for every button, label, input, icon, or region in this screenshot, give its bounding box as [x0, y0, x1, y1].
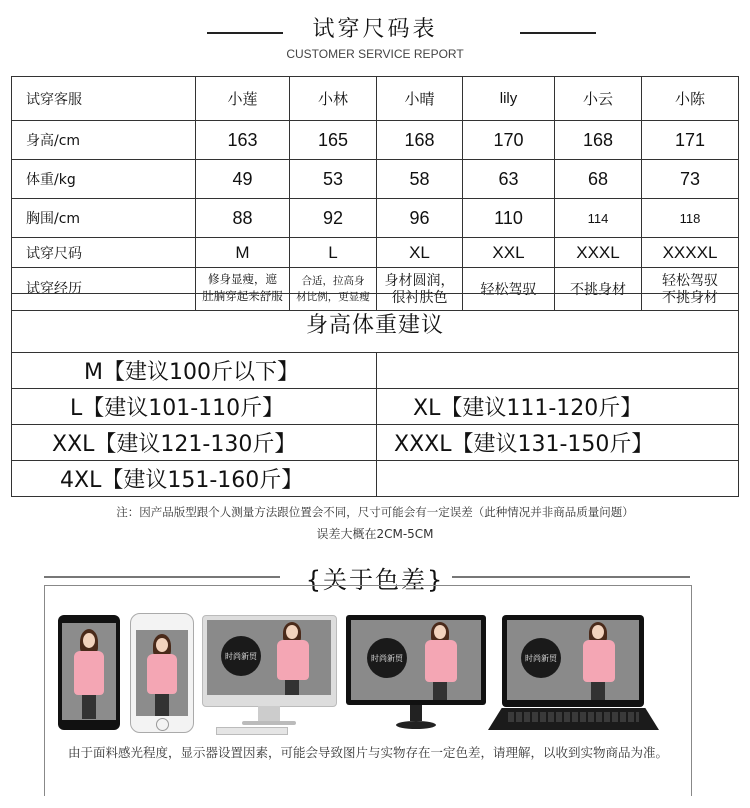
bust-value: 92: [290, 199, 377, 238]
size-value: L: [290, 238, 377, 268]
phone-white-device: [130, 613, 194, 733]
bust-value: 114: [555, 199, 642, 238]
weight-value: 49: [196, 160, 290, 199]
weight-value: 73: [642, 160, 739, 199]
row-weight: [12, 160, 739, 199]
size-value: XXL: [463, 238, 555, 268]
row-label-staff: 试穿客服: [12, 77, 105, 121]
height-value: 171: [642, 121, 739, 160]
device-screen: [507, 620, 639, 700]
model-name: 小晴: [377, 77, 463, 121]
size-value: XXXXL: [642, 238, 739, 268]
row-label-bust: 胸围/cm: [12, 199, 105, 238]
bust-value: 96: [377, 199, 463, 238]
recommendation-title: 身高体重建议: [12, 294, 739, 353]
model-photo: [273, 622, 313, 695]
tolerance-note: 误差大概在2CM-5CM: [316, 527, 434, 541]
experience-text: 不挑身材: [555, 268, 642, 311]
row-label-size: 试穿尺码: [12, 238, 105, 268]
brand-badge: 时尚新贸: [521, 638, 561, 678]
height-value: 163: [196, 121, 290, 160]
row-label-experience: 试穿经历: [12, 268, 105, 311]
laptop-device: [486, 615, 661, 733]
page-title: 试穿尺码表: [312, 17, 438, 42]
weight-value: 63: [463, 160, 555, 199]
device-screen: [136, 630, 188, 716]
model-photo: [421, 622, 461, 700]
row-bust: [12, 199, 739, 238]
size-recommendation-table: [11, 293, 739, 497]
height-value: 168: [377, 121, 463, 160]
recommendation-cell: XL【建议111-120斤】: [377, 389, 739, 425]
try-on-size-table: [11, 76, 739, 311]
model-photo: [144, 634, 180, 716]
model-name: 小莲: [196, 77, 290, 121]
device-screen: [207, 620, 331, 695]
brand-badge: 时尚新贸: [221, 636, 261, 676]
measurement-note: 注：因产品版型跟个人测量方法跟位置会不同，尺寸可能会有一定误差（此种情况并非商品质量问题）: [116, 505, 634, 519]
recommendation-cell: M【建议100斤以下】: [12, 353, 377, 389]
weight-value: 58: [377, 160, 463, 199]
model-name: 小林: [290, 77, 377, 121]
height-value: 165: [290, 121, 377, 160]
recommendation-cell: XXL【建议121-130斤】: [12, 425, 377, 461]
size-value: XL: [377, 238, 463, 268]
size-value: XXXL: [555, 238, 642, 268]
experience-text: 修身显瘦，遮 肚腩穿起来舒服: [196, 268, 290, 311]
brand-badge: 时尚新贸: [367, 638, 407, 678]
row-height: [12, 121, 739, 160]
size-value: M: [196, 238, 290, 268]
model-name: lily: [463, 77, 555, 121]
bust-value: 118: [642, 199, 739, 238]
model-photo: [70, 629, 108, 719]
height-value: 170: [463, 121, 555, 160]
recommendation-cell: [377, 461, 739, 497]
experience-text: 合适，拉高身 材比例，更显瘦: [290, 268, 377, 311]
imac-device: [202, 615, 335, 733]
experience-text: 轻松驾驭 不挑身材: [642, 268, 739, 311]
home-button: [156, 718, 169, 731]
row-models: [12, 77, 739, 121]
row-label-weight: 体重/kg: [12, 160, 105, 199]
model-photo: [579, 622, 619, 700]
color-difference-title: {关于色差}: [305, 566, 445, 594]
recommendation-cell: XXXL【建议131-150斤】: [377, 425, 739, 461]
row-size: [12, 238, 739, 268]
experience-text: 轻松驾驭: [463, 268, 555, 311]
recommendation-cell: L【建议101-110斤】: [12, 389, 377, 425]
phone-black-device: [58, 615, 120, 730]
weight-value: 68: [555, 160, 642, 199]
monitor-device: [346, 615, 486, 733]
model-name: 小陈: [642, 77, 739, 121]
device-screen: [351, 620, 481, 700]
bust-value: 88: [196, 199, 290, 238]
height-value: 168: [555, 121, 642, 160]
bust-value: 110: [463, 199, 555, 238]
model-name: 小云: [555, 77, 642, 121]
experience-text: 身材圆润， 很衬肤色: [377, 268, 463, 311]
color-difference-note: 由于面料感光程度，显示器设置因素，可能会导致图片与实物存在一定色差，请理解，以收到实物商品为准。: [67, 745, 668, 760]
recommendation-cell: [377, 353, 739, 389]
row-label-height: 身高/cm: [12, 121, 105, 160]
weight-value: 53: [290, 160, 377, 199]
device-screen: [62, 623, 116, 720]
page-subtitle: CUSTOMER SERVICE REPORT: [286, 47, 464, 61]
recommendation-cell: 4XL【建议151-160斤】: [12, 461, 377, 497]
